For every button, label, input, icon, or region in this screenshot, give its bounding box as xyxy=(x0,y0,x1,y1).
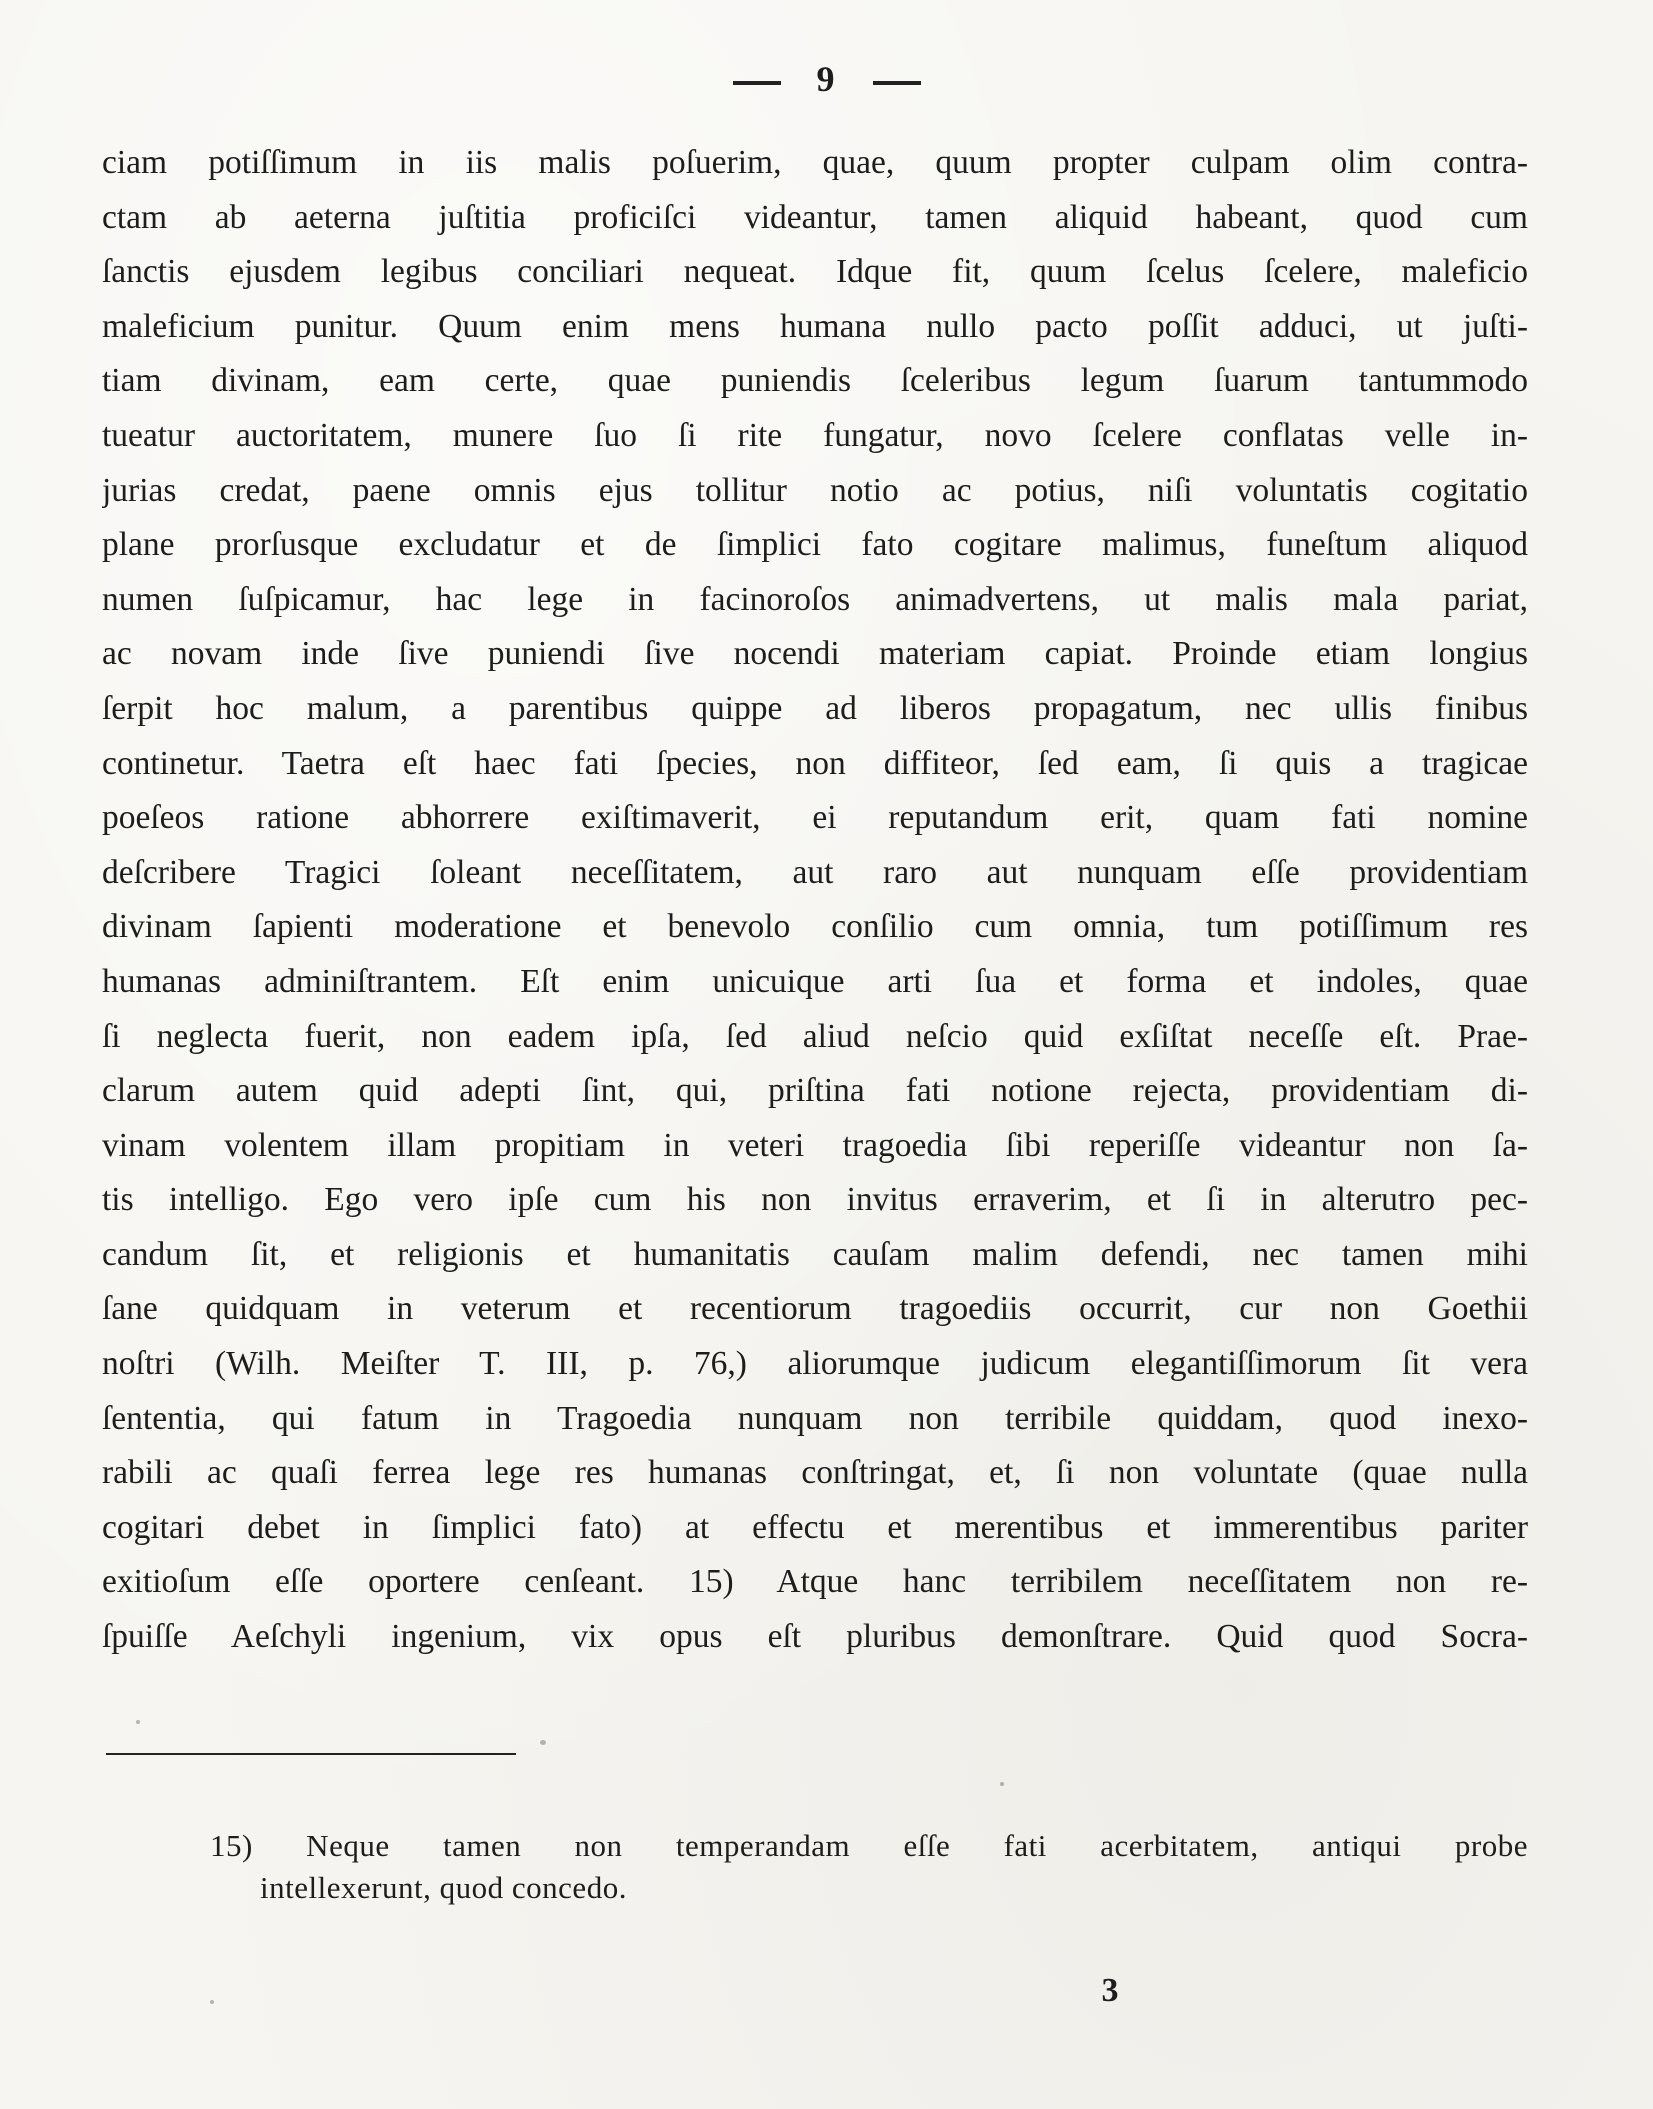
text-line: clarum autem quid adepti ſint, qui, priſtina fati notione rejecta, providentiam di- xyxy=(102,1072,1528,1110)
text-line: ſi neglecta fuerit, non eadem ipſa, ſed aliud neſcio quid exſiſtat neceſſe eſt. Prae- xyxy=(102,1017,1528,1055)
text-line: tiam divinam, eam certe, quae puniendis ſceleribus legum ſuarum tantummodo xyxy=(102,362,1528,400)
text-line: continetur. Taetra eſt haec fati ſpecies, non diffiteor, ſed eam, ſi quis a tragicae xyxy=(102,744,1528,782)
paper-speck xyxy=(210,2000,214,2004)
footnote-line: intellexerunt, quod concedo. xyxy=(260,1870,627,1905)
signature-mark: 3 xyxy=(1101,1972,1119,2009)
text-line: ac novam inde ſive puniendi ſive nocendi materiam capiat. Proinde etiam longius xyxy=(102,635,1528,673)
body-text xyxy=(102,136,1528,1665)
text-line: divinam ſapienti moderatione et benevolo conſilio cum omnia, tum potiſſimum res xyxy=(102,908,1528,946)
header-dash-right xyxy=(873,81,921,85)
footnote-line: 15) Neque tamen non temperandam eſſe fati acerbitatem, antiqui probe xyxy=(210,1828,1528,1863)
footnote xyxy=(210,1825,1528,1909)
text-line: vinam volentem illam propitiam in veteri tragoedia ſibi reperiſſe videantur non ſa- xyxy=(102,1126,1528,1164)
text-line: poeſeos ratione abhorrere exiſtimaverit, ei reputandum erit, quam fati nomine xyxy=(102,799,1528,837)
paper-speck xyxy=(136,1720,140,1724)
text-line: humanas adminiſtrantem. Eſt enim unicuique arti ſua et forma et indoles, quae xyxy=(102,962,1528,1000)
text-line: candum ſit, et religionis et humanitatis cauſam malim defendi, nec tamen mihi xyxy=(102,1235,1528,1273)
footnote-rule xyxy=(106,1753,516,1755)
text-line: ſanctis ejusdem legibus conciliari nequeat. Idque fit, quum ſcelus ſcelere, maleficio xyxy=(102,253,1528,291)
text-line: exitioſum eſſe oportere cenſeant. 15) Atque hanc terribilem neceſſitatem non re- xyxy=(102,1563,1528,1601)
text-line: noſtri (Wilh. Meiſter T. III, p. 76,) aliorumque judicum elegantiſſimorum ſit vera xyxy=(102,1345,1528,1383)
text-line: numen ſuſpicamur, hac lege in facinoroſos animadvertens, ut malis mala pariat, xyxy=(102,580,1528,618)
text-line: jurias credat, paene omnis ejus tollitur notio ac potius, niſi voluntatis cogitatio xyxy=(102,471,1528,509)
header-dash-left xyxy=(733,81,781,85)
text-line: maleficium punitur. Quum enim mens humana nullo pacto poſſit adduci, ut juſti- xyxy=(102,307,1528,345)
text-line: cogitari debet in ſimplici fato) at effectu et merentibus et immerentibus pariter xyxy=(102,1508,1528,1546)
text-line: plane prorſusque excludatur et de ſimplici fato cogitare malimus, funeſtum aliquod xyxy=(102,526,1528,564)
page-number: 9 xyxy=(816,59,837,99)
text-line: tis intelligo. Ego vero ipſe cum his non invitus erraverim, et ſi in alterutro pec- xyxy=(102,1181,1528,1219)
paper-speck xyxy=(540,1740,546,1745)
text-line: ſpuiſſe Aeſchyli ingenium, vix opus eſt pluribus demonſtrare. Quid quod Socra- xyxy=(102,1618,1528,1656)
text-line: deſcribere Tragici ſoleant neceſſitatem, aut raro aut nunquam eſſe providentiam xyxy=(102,853,1528,891)
page-header xyxy=(0,58,1653,100)
text-line: ſane quidquam in veterum et recentiorum tragoediis occurrit, cur non Goethii xyxy=(102,1290,1528,1328)
text-line: rabili ac quaſi ferrea lege res humanas conſtringat, et, ſi non voluntate (quae nulla xyxy=(102,1454,1528,1492)
text-line: ciam potiſſimum in iis malis poſuerim, quae, quum propter culpam olim contra- xyxy=(102,144,1528,181)
text-line: ſententia, qui fatum in Tragoedia nunquam non terribile quiddam, quod inexo- xyxy=(102,1399,1528,1437)
paper-speck xyxy=(1000,1782,1004,1786)
text-line: ctam ab aeterna juſtitia proficiſci videantur, tamen aliquid habeant, quod cum xyxy=(102,198,1528,236)
text-line: ſerpit hoc malum, a parentibus quippe ad liberos propagatum, nec ullis finibus xyxy=(102,689,1528,727)
text-line: tueatur auctoritatem, munere ſuo ſi rite fungatur, novo ſcelere conflatas velle in- xyxy=(102,416,1528,454)
paper-speck xyxy=(1500,330,1504,334)
